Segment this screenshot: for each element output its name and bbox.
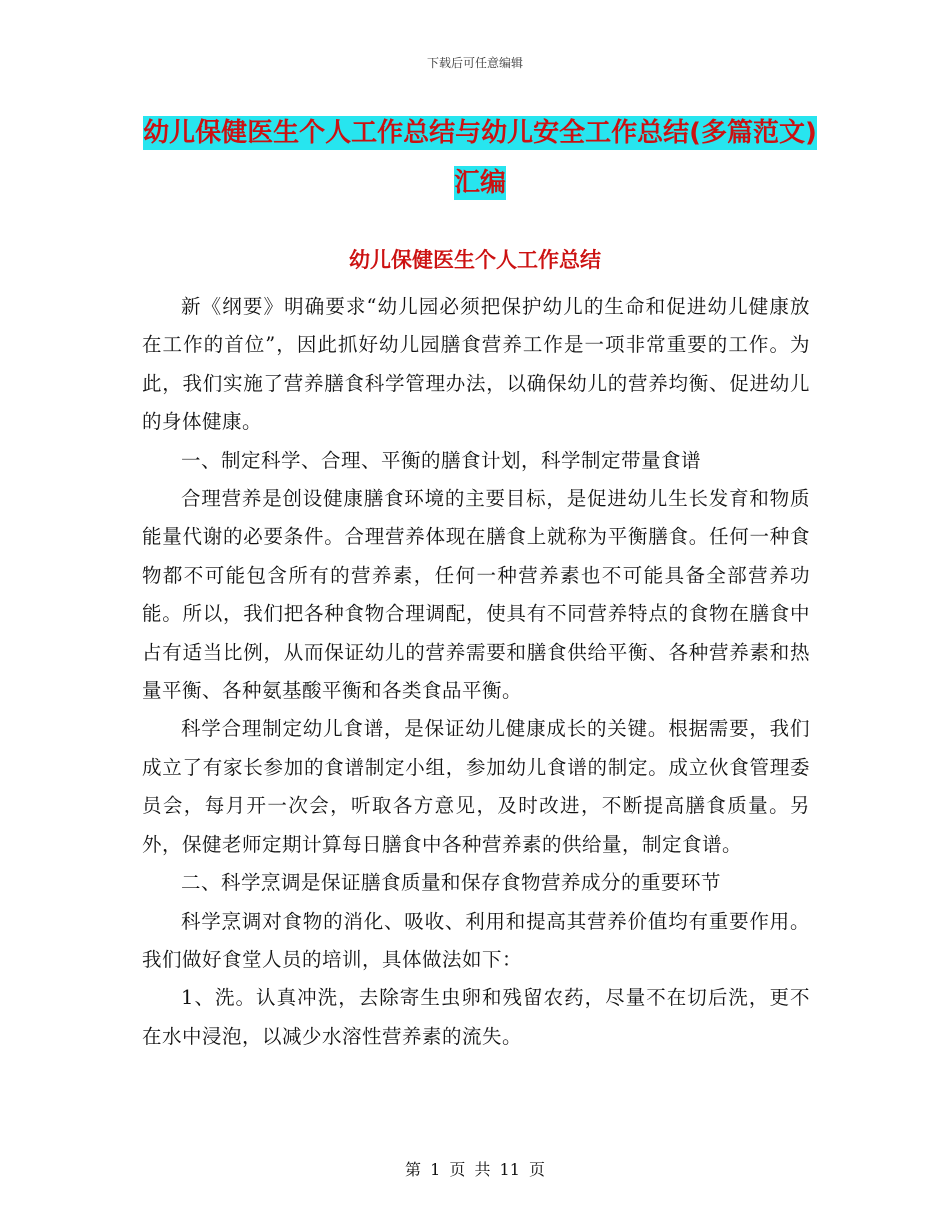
section-heading: 二、科学烹调是保证膳食质量和保存食物营养成分的重要环节 bbox=[181, 871, 722, 895]
paragraph: 合理营养是创设健康膳食环境的主要目标，是促进幼儿生长发育和物质能量代谢的必要条件。合理营养体现在膳食上就称为平衡膳食。任何一种食物都不可能包含所有的营养素，任何一种营养素也不可能具备全部营养功能。所以，我们把各种食物合理调配，使具有不同营养特点的食物在膳食中占有适当比例，从而保证幼儿的营养需要和膳食供给平衡、各种营养素和热量平衡、各种氨基酸平衡和各类食品平衡。 bbox=[142, 487, 810, 703]
paragraph: 1、洗。认真冲洗，去除寄生虫卵和残留农药，尽量不在切后洗，更不在水中浸泡，以减少水溶性营养素的流失。 bbox=[142, 986, 810, 1048]
section-subtitle: 幼儿保健医生个人工作总结 bbox=[349, 248, 601, 272]
document-title-text: 幼儿保健医生个人工作总结与幼儿安全工作总结(多篇范文)汇编 bbox=[143, 118, 817, 198]
paragraph: 科学烹调对食物的消化、吸收、利用和提高其营养价值均有重要作用。我们做好食堂人员的培训，具体做法如下： bbox=[142, 909, 810, 971]
document-title bbox=[140, 108, 820, 208]
section-heading: 一、制定科学、合理、平衡的膳食计划，科学制定带量食谱 bbox=[181, 448, 702, 472]
document-body bbox=[142, 288, 810, 1056]
page-footer: 第 1 页 共 11 页 bbox=[405, 1160, 545, 1179]
paragraph: 新《纲要》明确要求“幼儿园必须把保护幼儿的生命和促进幼儿健康放在工作的首位”，因此抓好幼儿园膳食营养工作是一项非常重要的工作。为此，我们实施了营养膳食科学管理办法，以确保幼儿的营养均衡、促进幼儿的身体健康。 bbox=[142, 295, 810, 434]
header-note: 下载后可任意编辑 bbox=[426, 56, 523, 70]
paragraph: 科学合理制定幼儿食谱，是保证幼儿健康成长的关键。根据需要，我们成立了有家长参加的食谱制定小组，参加幼儿食谱的制定。成立伙食管理委员会，每月开一次会，听取各方意见，及时改进，不断提高膳食质量。另外，保健老师定期计算每日膳食中各种营养素的供给量，制定食谱。 bbox=[142, 717, 810, 856]
